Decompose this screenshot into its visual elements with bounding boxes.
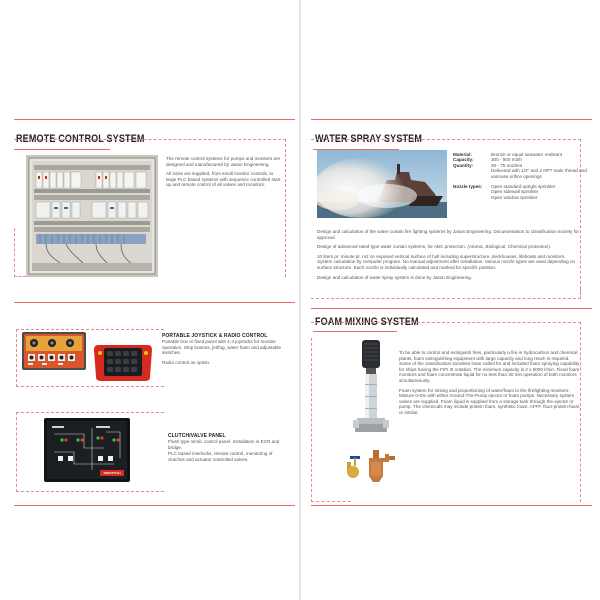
spec-value: 300 - 900 m3/h: [491, 157, 522, 163]
panel-label: DRAFTFULL: [103, 471, 122, 475]
foam-mixing-text: [399, 350, 581, 420]
spec-value: 30 - 75 nozzles: [491, 162, 523, 168]
left-page: [0, 0, 299, 600]
electrical-cabinet-image: [26, 155, 158, 277]
paragraph: Portable box or fixed panel with 1-4 joysticks for monitor operation. Strip buttons, jet/fog, water foam and adjustable switches.: [162, 339, 282, 356]
nozzle-type: Open window sprinkler: [491, 194, 538, 200]
clutch-text: [168, 439, 284, 466]
water-spray-text: [317, 229, 579, 284]
spec-row: [453, 184, 589, 200]
foam-mixing-title: FOAM MIXING SYSTEM: [315, 316, 419, 328]
paragraph: Flush type mimic control panel. Installation in ECR and bridge.: [168, 439, 280, 450]
clutch-valve-panel-image: [44, 418, 130, 482]
top-rule: [14, 119, 295, 120]
paragraph: Foam system for mixing and proportioning of water/foam to the firefighting monitors. Mixture 0-6% with either Around-The-Pump ejector or foam pumps. Necessary system valves are supplied. Foam liquid is supplied from a storage tank through the ejector or pump. The chemicals may include protein foam, synthetic foam, AFFF, fluor-protein-foam or similar.: [399, 387, 580, 415]
spec-key: Capacity:: [453, 157, 474, 163]
paragraph: Radio control as option.: [162, 359, 211, 365]
bottom-rule: [14, 505, 295, 506]
spec-value: [491, 184, 589, 200]
water-spray-specs: [453, 152, 589, 200]
right-page: [301, 0, 600, 600]
water-spray-title: WATER SPRAY SYSTEM: [315, 133, 423, 145]
radio-remote-image: [92, 341, 154, 383]
paragraph: The remote control systems for pumps and monitors are designed and manufactured by Jason Engineering.: [166, 156, 281, 167]
spec-key: Nozzle types:: [453, 184, 483, 190]
paragraph: All sizes are supplied, from small monitor controls, to large PLC based systems with sequence controlled start up and remote control of all valves and monitors.: [166, 171, 281, 188]
paragraph: PLC based interlocks, remote control, monitoring of clutches and actuator controlled valves.: [168, 451, 273, 462]
paragraph: Design and calculation of the water curtain fire fighting systems by Jason Engineering. Documentation to classification society for approval.: [317, 229, 579, 240]
paragraph: Design and calculation of water spray system is done by Jason Engineering.: [317, 274, 472, 280]
spec-key: Quantity:: [453, 162, 474, 168]
section-rule: [311, 308, 592, 309]
nozzle-type: Open sidewall sprinkler: [491, 189, 539, 195]
nozzle-type: Open standard upright sprinkler: [491, 184, 556, 190]
spec-key: [453, 168, 491, 179]
remote-control-text: [166, 156, 284, 192]
top-rule: [311, 119, 592, 120]
paragraph: To be able to control and extinguish fires, particularly a fire in hydrocarbon and chemical plants, foam extinguishing equipment with large capacity and long reach is required. Some of the classification societies have called for and included foam spraying capability for ships having the FIFI III notation. The minimum capacity is 2 x 5000 l/min. Fixed foam monitors and foam concentrate liquid for no less than 30 min operation of both monitors simultaneously.: [399, 350, 580, 383]
joystick-panel-image: [22, 332, 86, 370]
section-rule: [14, 302, 295, 303]
joystick-title: PORTABLE JOYSTICK & RADIO CONTROL: [162, 333, 268, 339]
clutch-title: CLUTCH/VALVE PANEL: [168, 433, 226, 439]
dashed-frame: [311, 288, 581, 299]
paragraph: 10 liters pr. minute pr. m2 on exposed vertical surface of hull including superstructure, deckhouses, lifeboats and monitors. System calculation by computer program. No manual adjustment after installation. Various nozzle types are used depending on surface structure. Each nozzle is individually calculated and marked for specific position.: [317, 253, 576, 270]
water-spray-ship-image: [317, 150, 447, 218]
bottom-rule: [311, 505, 592, 506]
dashed-frame: [14, 228, 26, 277]
foam-pump-image: [353, 338, 389, 438]
paragraph: Design of advanced rated type water curtain systems, for ABC protection. (Atomic, Biological, Chemical protection).: [317, 244, 552, 250]
foam-valves-image: [345, 448, 397, 484]
joystick-text: [162, 339, 282, 369]
spec-row: [453, 168, 589, 179]
spec-key: Material:: [453, 152, 472, 157]
spec-value: Delivered with 1/2" and 2 NPT male thread and variouse orifice openings: [491, 168, 587, 179]
spec-value: Bronze or equal seawater resistant: [491, 152, 562, 157]
remote-control-title: REMOTE CONTROL SYSTEM: [16, 133, 145, 145]
